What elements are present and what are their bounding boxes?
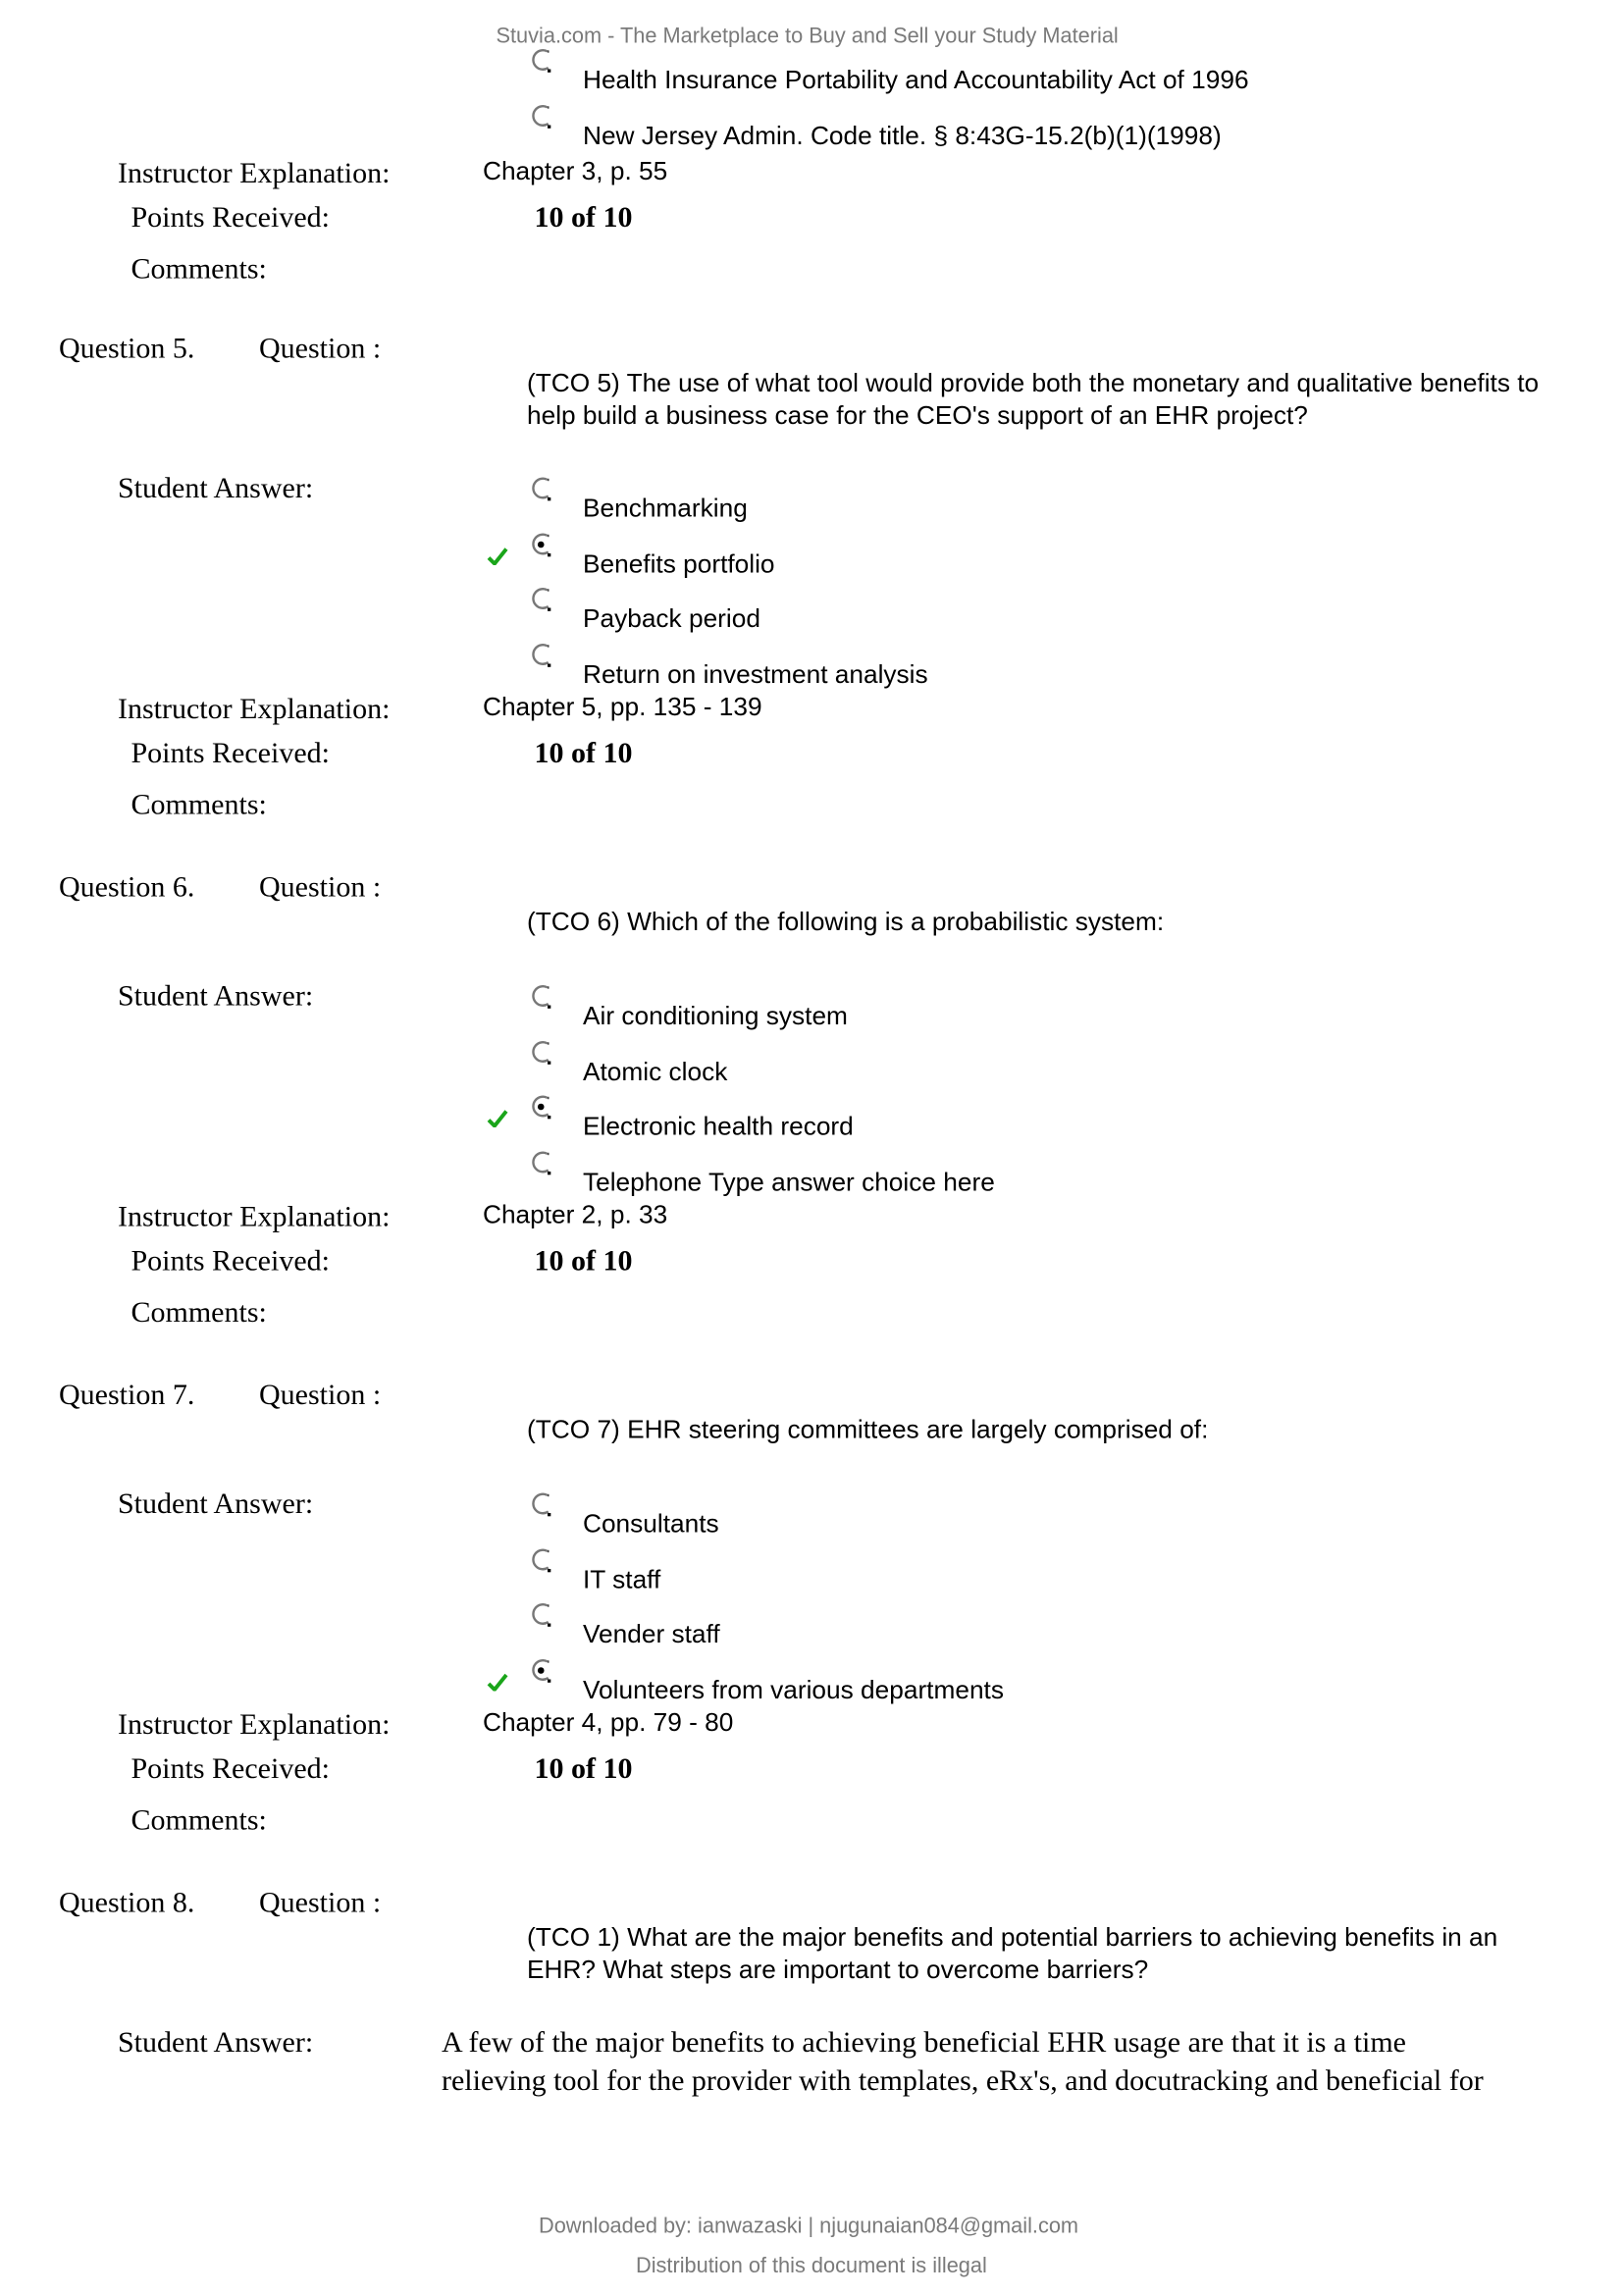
points-received-value: 10 of 10	[534, 737, 633, 770]
radio-unselected-icon[interactable]	[530, 1150, 553, 1176]
points-received-value: 10 of 10	[534, 201, 633, 235]
question-text: help build a business case for the CEO's support of an EHR project?	[527, 399, 1308, 430]
points-received-label: Points Received:	[131, 1752, 330, 1786]
answer-option-label: Health Insurance Portability and Accountability Act of 1996	[583, 65, 1249, 94]
answer-option-label: IT staff	[583, 1563, 661, 1593]
correct-check-icon	[488, 1110, 508, 1127]
instructor-explanation-label: Instructor Explanation:	[118, 1708, 391, 1742]
question-label: Question :	[259, 1887, 382, 1919]
question-text: (TCO 1) What are the major benefits and potential barriers to achieving benefits in an	[527, 1922, 1498, 1952]
radio-unselected-icon[interactable]	[530, 1603, 553, 1630]
student-answer-text: relieving tool for the provider with templates, eRx's, and docutracking and beneficial for	[442, 2064, 1484, 2098]
radio-unselected-icon[interactable]	[530, 643, 553, 669]
question-text: (TCO 7) EHR steering committees are largely comprised of:	[527, 1414, 1209, 1444]
radio-selected-icon[interactable]	[530, 532, 553, 558]
radio-unselected-icon[interactable]	[530, 104, 553, 130]
comments-label: Comments:	[131, 789, 267, 821]
student-answer-text: A few of the major benefits to achieving beneficial EHR usage are that it is a time	[442, 2026, 1407, 2060]
student-answer-label: Student Answer:	[118, 980, 314, 1013]
radio-unselected-icon[interactable]	[530, 985, 553, 1012]
radio-unselected-icon[interactable]	[530, 49, 553, 76]
answer-option-label: Return on investment analysis	[583, 658, 928, 689]
page-header-watermark: Stuvia.com - The Marketplace to Buy and Sell your Study Material	[496, 25, 1119, 49]
question-text: (TCO 6) Which of the following is a probabilistic system:	[527, 907, 1165, 936]
answer-option-label: Atomic clock	[583, 1056, 728, 1086]
answer-option-label: Vender staff	[583, 1619, 720, 1648]
question-text: (TCO 5) The use of what tool would provide both the monetary and qualitative benefits to	[527, 368, 1540, 397]
question-number: Question 5.	[59, 333, 195, 365]
question-label: Question :	[259, 333, 382, 365]
radio-selected-icon[interactable]	[530, 1658, 553, 1685]
answer-option-label: Benchmarking	[583, 493, 748, 523]
question-number: Question 7.	[59, 1379, 195, 1412]
radio-unselected-icon[interactable]	[530, 477, 553, 503]
points-received-label: Points Received:	[131, 737, 330, 770]
comments-label: Comments:	[131, 1296, 267, 1330]
radio-unselected-icon[interactable]	[530, 588, 553, 614]
footer-distribution-notice: Distribution of this document is illegal	[636, 2255, 987, 2278]
instructor-explanation-label: Instructor Explanation:	[118, 693, 391, 726]
instructor-explanation-label: Instructor Explanation:	[118, 157, 391, 190]
student-answer-label: Student Answer:	[118, 472, 314, 505]
points-received-label: Points Received:	[131, 1245, 330, 1278]
instructor-explanation-value: Chapter 5, pp. 135 - 139	[483, 692, 762, 721]
question-number: Question 8.	[59, 1887, 195, 1919]
correct-check-icon	[488, 1673, 508, 1691]
points-received-value: 10 of 10	[534, 1752, 633, 1786]
answer-option-label: Consultants	[583, 1508, 719, 1539]
points-received-label: Points Received:	[131, 201, 330, 235]
question-text: EHR? What steps are important to overcome barriers?	[527, 1954, 1149, 1984]
student-answer-label: Student Answer:	[118, 1487, 314, 1521]
comments-label: Comments:	[131, 1804, 267, 1837]
answer-option-label: Telephone Type answer choice here	[583, 1166, 995, 1196]
radio-unselected-icon[interactable]	[530, 1547, 553, 1574]
answer-option-label: New Jersey Admin. Code title. § 8:43G-15.2(b)(1)(1998)	[583, 120, 1222, 150]
answer-option-label: Volunteers from various departments	[583, 1674, 1004, 1704]
correct-check-icon	[488, 547, 508, 564]
answer-option-label: Benefits portfolio	[583, 548, 775, 578]
points-received-value: 10 of 10	[534, 1245, 633, 1278]
footer-downloaded-by: Downloaded by: ianwazaski | njugunaian084@gmail.com	[539, 2215, 1079, 2239]
radio-selected-icon[interactable]	[530, 1095, 553, 1122]
instructor-explanation-value: Chapter 4, pp. 79 - 80	[483, 1707, 734, 1737]
answer-option-label: Electronic health record	[583, 1111, 854, 1141]
instructor-explanation-value: Chapter 3, p. 55	[483, 156, 668, 185]
student-answer-label: Student Answer:	[118, 2026, 314, 2060]
instructor-explanation-label: Instructor Explanation:	[118, 1201, 391, 1233]
answer-option-label: Air conditioning system	[583, 1001, 848, 1030]
question-label: Question :	[259, 871, 382, 904]
answer-option-label: Payback period	[583, 603, 760, 633]
question-label: Question :	[259, 1379, 382, 1412]
comments-label: Comments:	[131, 253, 267, 286]
question-number: Question 6.	[59, 871, 195, 904]
radio-unselected-icon[interactable]	[530, 1040, 553, 1067]
instructor-explanation-value: Chapter 2, p. 33	[483, 1199, 668, 1229]
radio-unselected-icon[interactable]	[530, 1492, 553, 1519]
